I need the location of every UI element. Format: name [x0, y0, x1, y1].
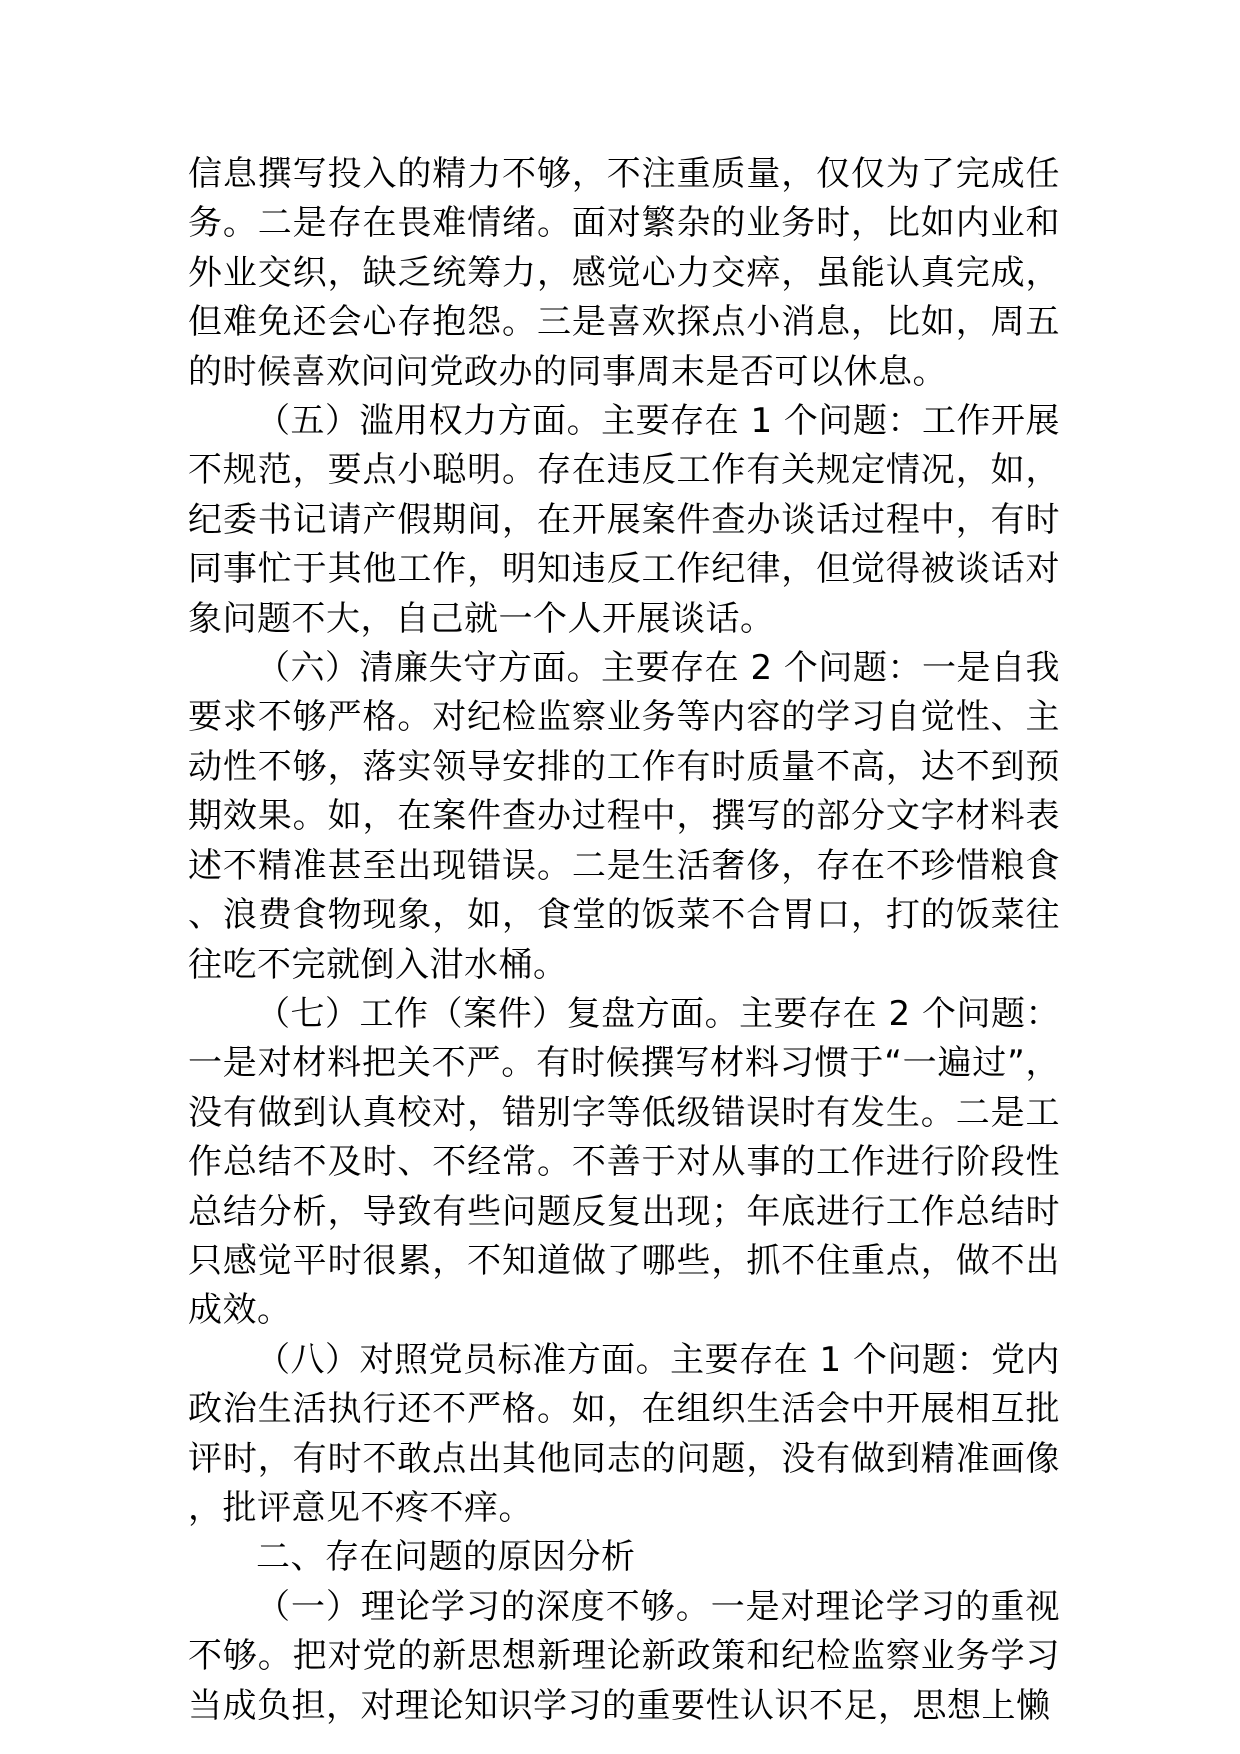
document-page — [188, 150, 1060, 1731]
paragraph-abuse-of-power: （五）滥用权力方面。主要存在 1 个问题：工作开展不规范，要点小聪明。存在违反工作有关规定情况，如，纪委书记请产假期间，在开展案件查办谈话过程中，有时同事忙于其他工作，明知违反工作纪律，但觉得被谈话对象问题不大，自己就一个人开展谈话。 — [188, 401, 1060, 639]
paragraph-integrity: （六）清廉失守方面。主要存在 2 个问题：一是自我要求不够严格。对纪检监察业务等内容的学习自觉性、主动性不够，落实领导安排的工作有时质量不高，达不到预期效果。如，在案件查办过程中，撰写的部分文字材料表述不精准甚至出现错误。二是生活奢侈，存在不珍惜粮食、浪费食物现象，如，食堂的饭菜不合胃口，打的饭菜往往吃不完就倒入泔水桶。 — [188, 648, 1060, 985]
paragraph-work-review: （七）工作（案件）复盘方面。主要存在 2 个问题：一是对材料把关不严。有时候撰写材料习惯于“一遍过”，没有做到认真校对，错别字等低级错误时有发生。二是工作总结不及时、不经常。不善于对从事的工作进行阶段性总结分析，导致有些问题反复出现；年底进行工作总结时只感觉平时很累，不知道做了哪些，抓不住重点，做不出成效。 — [188, 993, 1060, 1331]
paragraph-theory-study: （一）理论学习的深度不够。一是对理论学习的重视不够。把对党的新思想新理论新政策和纪检监察业务学习当成负担，对理论知识学习的重要性认识不足，思想上懒 — [188, 1586, 1060, 1726]
paragraph-1: 信息撰写投入的精力不够，不注重质量，仅仅为了完成任务。二是存在畏难情绪。面对繁杂的业务时，比如内业和外业交织，缺乏统筹力，感觉心力交瘁，虽能认真完成，但难免还会心存抱怨。三是喜欢探点小消息，比如，周五的时候喜欢问问党政办的同事周末是否可以休息。 — [188, 154, 1060, 392]
paragraph-party-standards: （八）对照党员标准方面。主要存在 1 个问题：党内政治生活执行还不严格。如，在组织生活会中开展相互批评时，有时不敢点出其他同志的问题，没有做到精准画像，批评意见不疼不痒。 — [188, 1339, 1060, 1528]
section-heading: 二、存在问题的原因分析 — [256, 1537, 636, 1578]
